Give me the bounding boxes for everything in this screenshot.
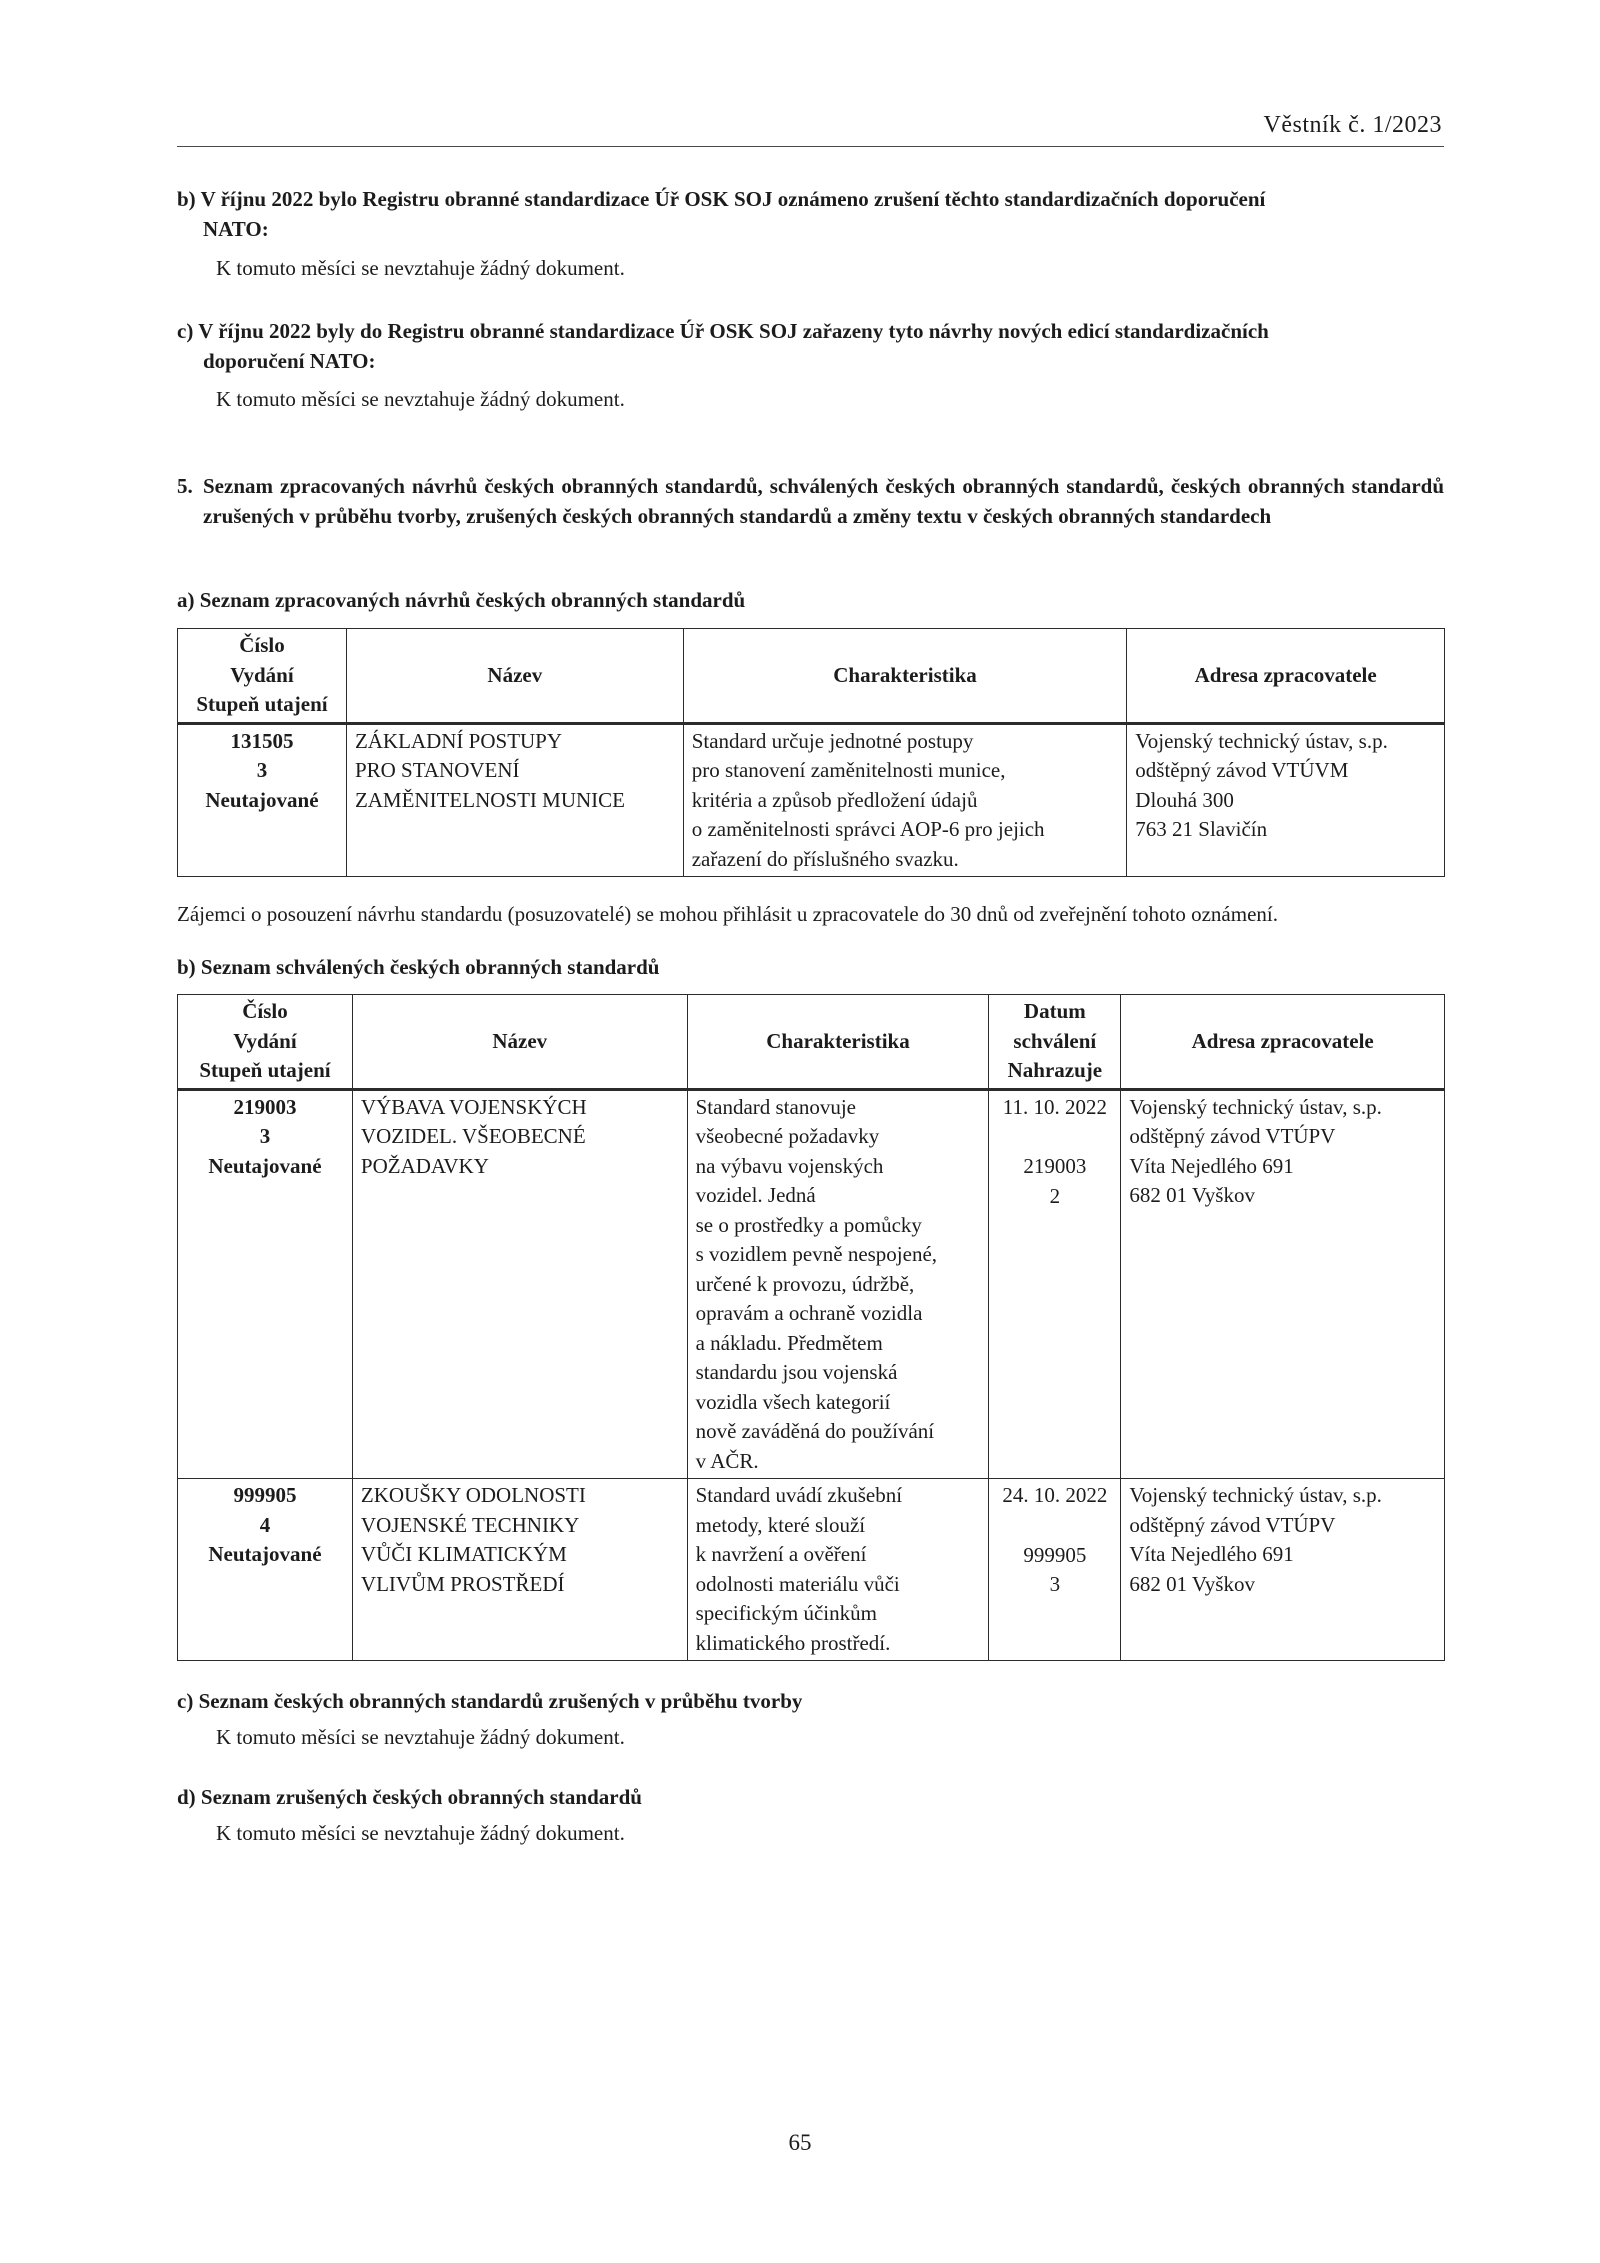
page-number: 65 (788, 2130, 812, 2155)
section-b-note: K tomuto měsíci se nevztahuje žádný dokument. (216, 256, 625, 280)
table-b-header-address: Adresa zpracovatele (1121, 995, 1445, 1090)
section-c-line1: V říjnu 2022 byly do Registru obranné standardizace Úř OSK SOJ zařazeny tyto návrhy nových edicí standardizačních (198, 319, 1269, 343)
address-cell: Vojenský technický ústav, s.p. odštěpný závod VTÚVM Dlouhá 300 763 21 Slavičín (1127, 723, 1445, 877)
section-b-heading (177, 184, 1444, 244)
section-5-label: 5. (177, 474, 193, 498)
section-c-heading (177, 316, 1444, 376)
table-b-heading: b) Seznam schválených českých obranných standardů (177, 955, 660, 979)
table-a-header-characteristics: Charakteristika (683, 629, 1127, 724)
section-5-heading (177, 471, 1444, 531)
table-a-heading: a) Seznam zpracovaných návrhů českých obranných standardů (177, 588, 746, 612)
table-b-header-characteristics: Charakteristika (687, 995, 989, 1090)
standard-name-cell: VÝBAVA VOJENSKÝCH VOZIDEL. VŠEOBECNÉ POŽADAVKY (352, 1089, 687, 1479)
table-a-footnote: Zájemci o posouzení návrhu standardu (posuzovatelé) se mohou přihlásit u zpracovatele do 30 dnů od zveřejnění tohoto oznámení. (177, 902, 1278, 926)
table-row (178, 1089, 1445, 1479)
section-d-bottom-note: K tomuto měsíci se nevztahuje žádný dokument. (216, 1821, 625, 1845)
journal-title: Věstník č. 1/2023 (1263, 112, 1442, 138)
section-c-bottom-note: K tomuto měsíci se nevztahuje žádný dokument. (216, 1725, 625, 1749)
table-a (177, 628, 1445, 877)
table-b-header-name: Název (352, 995, 687, 1090)
table-a-header-row (178, 629, 1445, 724)
table-a-header-name: Název (346, 629, 683, 724)
characteristics-cell: Standard uvádí zkušební metody, které slouží k navržení a ověření odolnosti materiálu vůči specifickým účinkům klimatického prostředí. (687, 1479, 989, 1661)
characteristics-cell: Standard stanovuje všeobecné požadavky na výbavu vojenských vozidel. Jedná se o prostředky a pomůcky s vozidlem pevně nespojené, určené k provozu, údržbě, opravám a ochraně vozidla a nákladu. Předmětem standardu jsou vojenská vozidla všech kategorií nově zaváděná do používání v AČR. (687, 1089, 989, 1479)
table-b-header-date: Datum schválení Nahrazuje (989, 995, 1121, 1090)
characteristics-cell: Standard určuje jednotné postupy pro stanovení zaměnitelnosti munice, kritéria a způsob předložení údajů o zaměnitelnosti správci AOP-6 pro jejich zařazení do příslušného svazku. (683, 723, 1127, 877)
section-d-bottom-heading: d) Seznam zrušených českých obranných standardů (177, 1785, 642, 1809)
table-b-header-row (178, 995, 1445, 1090)
approval-date-cell: 24. 10. 2022 999905 3 (989, 1479, 1121, 1661)
section-b-line2: NATO: (203, 217, 269, 241)
standard-id-cell: 219003 3 Neutajované (178, 1089, 353, 1479)
section-c-label: c) (177, 319, 194, 343)
section-c-note: K tomuto měsíci se nevztahuje žádný dokument. (216, 387, 625, 411)
section-5-text: Seznam zpracovaných návrhů českých obranných standardů, schválených českých obranných standardů, českých obranných standardů zrušených v průběhu tvorby, zrušených českých obranných standardů a změny textu v českých obranných standardech (203, 474, 1444, 528)
section-c-bottom-heading: c) Seznam českých obranných standardů zrušených v průběhu tvorby (177, 1689, 803, 1713)
standard-name-cell: ZKOUŠKY ODOLNOSTI VOJENSKÉ TECHNIKY VŮČI KLIMATICKÝM VLIVŮM PROSTŘEDÍ (352, 1479, 687, 1661)
address-cell: Vojenský technický ústav, s.p. odštěpný závod VTÚPV Víta Nejedlého 691 682 01 Vyškov (1121, 1089, 1445, 1479)
table-a-header-id: Číslo Vydání Stupeň utajení (178, 629, 347, 724)
standard-id-cell: 999905 4 Neutajované (178, 1479, 353, 1661)
section-b-line1: V říjnu 2022 bylo Registru obranné standardizace Úř OSK SOJ oznámeno zrušení těchto standardizačních doporučení (200, 187, 1266, 211)
table-b-header-id: Číslo Vydání Stupeň utajení (178, 995, 353, 1090)
table-a-header-address: Adresa zpracovatele (1127, 629, 1445, 724)
table-b (177, 994, 1445, 1661)
page-header (177, 112, 1444, 147)
table-row (178, 723, 1445, 877)
standard-id-cell: 131505 3 Neutajované (178, 723, 347, 877)
section-b-label: b) (177, 187, 196, 211)
approval-date-cell: 11. 10. 2022 219003 2 (989, 1089, 1121, 1479)
address-cell: Vojenský technický ústav, s.p. odštěpný závod VTÚPV Víta Nejedlého 691 682 01 Vyškov (1121, 1479, 1445, 1661)
standard-name-cell: ZÁKLADNÍ POSTUPY PRO STANOVENÍ ZAMĚNITELNOSTI MUNICE (346, 723, 683, 877)
section-c-line2: doporučení NATO: (203, 349, 376, 373)
table-row (178, 1479, 1445, 1661)
